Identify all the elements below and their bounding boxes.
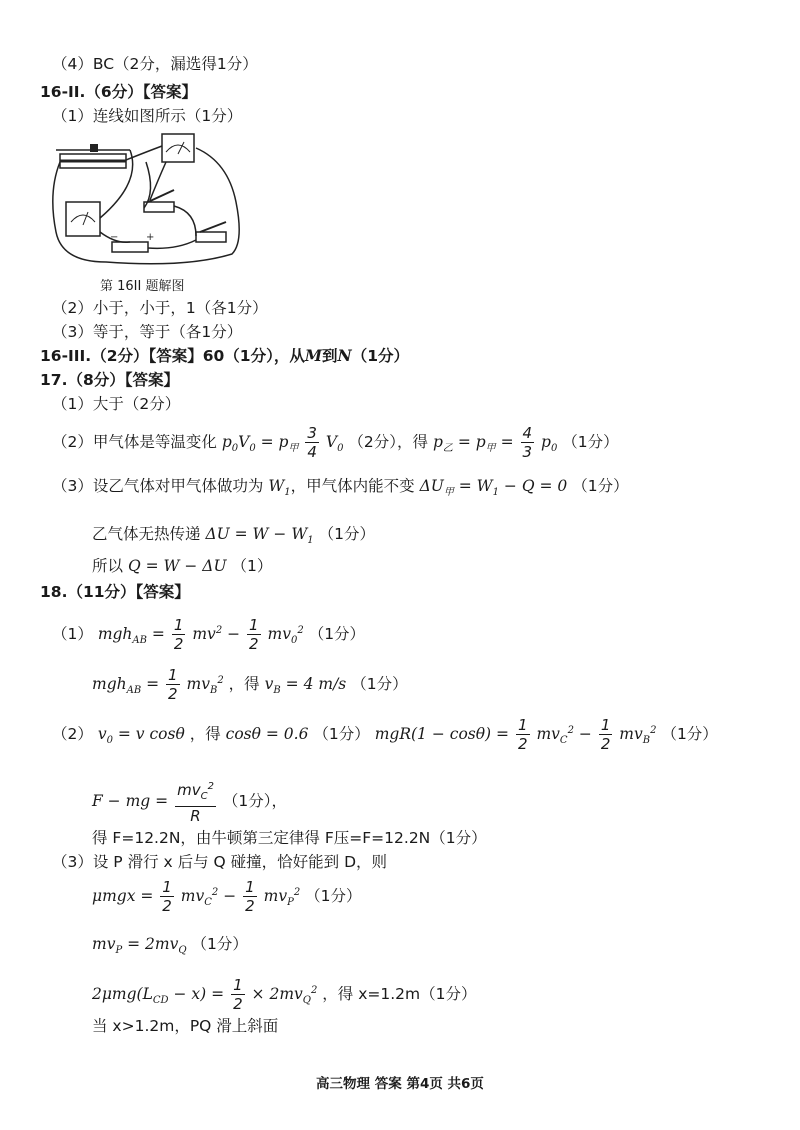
formula: $p_乙 = p_甲$ = [432, 433, 514, 455]
svg-text:+: + [146, 232, 155, 243]
answer-17-1: （1）大于（2分） [52, 395, 181, 413]
voltmeter-icon [162, 134, 194, 162]
answer-17-3: （3）设乙气体对甲气体做功为 $W_1$，甲气体内能不变 $\Delta U_甲 = W_1 - Q = 0$ （1分） [52, 477, 629, 499]
switch-icon [196, 222, 226, 242]
answer-18-2-line3: 得 F=12.2N，由牛顿第三定律得 F压=F=12.2N（1分） [92, 829, 487, 847]
answer-17-2: （2）甲气体是等温变化 $p_0V_0 = p_甲$ $\frac{3}{4}$ $V_0$ （2分），得 $p_乙 = p_甲$ = $\frac{4}{3}$ $p_0$ （1分） [52, 424, 619, 461]
answer-16-II-1: （1）连线如图所示（1分） [52, 107, 243, 125]
answer-18-3-line4: $2\mu mg(L_{CD} - x)$ = $\frac{1}{2}$ × $2mv_Q^2$ ，得 x=1.2m（1分） [92, 976, 477, 1013]
formula: $2\mu mg(L_{CD} - x)$ = [92, 985, 225, 1007]
answer-18-1-line2: mgh$_{AB}$ = $\frac{1}{2}$ $mv_B^2$ ，得 $v_B = 4$ m/s （1分） [92, 666, 408, 703]
fraction: $\frac{4}{3}$ [522, 424, 533, 461]
formula: F − mg = [92, 792, 169, 810]
page-footer: 高三物理 答案 第4页 共6页 [316, 1076, 484, 1092]
heading-16-II: 16-II.（6分）【答案】 [40, 83, 197, 101]
answer-18-1: （1） mgh$_{AB}$ = $\frac{1}{2}$ $mv^2$ − $\frac{1}{2}$ $mv_0^2$ （1分） [52, 616, 366, 653]
formula: Q = W − ΔU [127, 557, 227, 575]
answer-17-3-line3: 所以 Q = W − ΔU （1） [92, 557, 273, 575]
circuit-figure [46, 132, 246, 272]
ammeter-icon [66, 202, 100, 236]
answer-16-II-3: （3）等于，等于（各1分） [52, 323, 243, 341]
formula: $v_0 = v$ cosθ [97, 725, 185, 747]
answer-18-3-line3: $mv_P = 2mv_Q$ （1分） [92, 935, 248, 957]
heading-17: 17.（8分）【答案】 [40, 371, 179, 389]
figure-caption: 第 16II 题解图 [100, 279, 185, 294]
rheostat-icon [56, 144, 130, 168]
formula: mgh$_{AB}$ = [97, 625, 165, 647]
svg-text:−: − [110, 232, 119, 243]
answer-18-2-line2: F − mg = $mv_C^2$ R （1分）， [92, 778, 287, 825]
formula: $p_0V_0 = p_甲$ [221, 433, 299, 455]
answer-18-3-line2: μmgx = $\frac{1}{2}$ $mv_C^2$ − $\frac{1}{2}$ $mv_P^2$ （1分） [92, 878, 362, 915]
formula: $\Delta U = W - W_1$ [205, 525, 314, 547]
answer-18-3: （3）设 P 滑行 x 后与 Q 碰撞，恰好能到 D，则 [52, 853, 388, 871]
formula: mgR(1 − cosθ) = [374, 725, 510, 743]
formula: $mv_P = 2mv_Q$ [92, 935, 187, 957]
formula: μmgx = [92, 887, 154, 905]
battery-icon [110, 232, 154, 252]
formula: mgh$_{AB}$ = [92, 675, 160, 697]
answer-17-3-line2: 乙气体无热传递 $\Delta U = W - W_1$ （1分） [92, 525, 375, 547]
answer-18-2: （2） $v_0 = v$ cosθ ，得 cosθ = 0.6 （1分） mgR(1 − cosθ) = $\frac{1}{2}$ $mv_C^2$ − $\frac{1}{2}$ $mv_B^2$ （1分） [52, 716, 718, 753]
answer-18-3-line5: 当 x>1.2m，PQ 滑上斜面 [92, 1017, 279, 1035]
answer-16-III: 16-III.（2分）【答案】60（1分），从M到N（1分） [40, 346, 409, 365]
formula: $\Delta U_甲 = W_1 - Q = 0$ [419, 477, 568, 499]
answer-16-4: （4）BC（2分，漏选得1分） [52, 55, 258, 73]
answer-16-II-2: （2）小于，小于，1（各1分） [52, 299, 268, 317]
heading-18: 18.（11分）【答案】 [40, 583, 190, 601]
fraction: $\frac{3}{4}$ [307, 424, 317, 461]
